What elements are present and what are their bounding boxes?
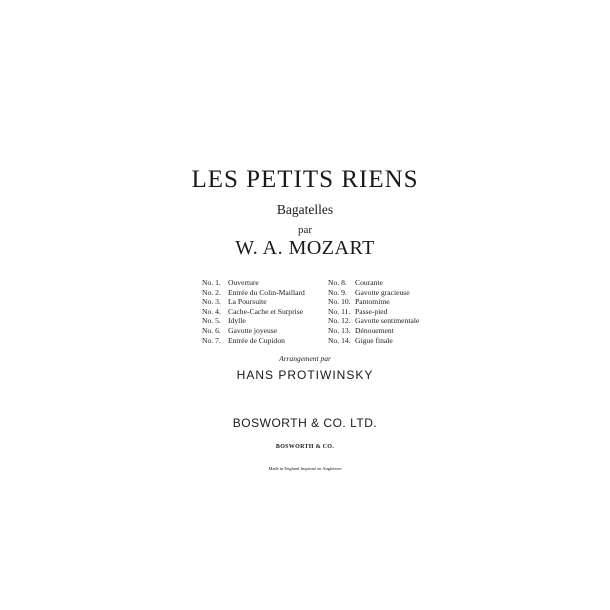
entry-number: No. 11. [328,306,351,316]
subtitle: Bagatelles [276,202,334,217]
entry-number: No. 9. [328,287,347,297]
arrangement-label: Arrangement par [279,354,331,363]
entry-number: No. 2. [202,287,221,297]
entry-number: No. 1. [202,278,221,287]
entry-number: No. 10. [328,297,351,307]
entry-number: No. 13. [328,325,351,335]
entry-title: Gavotte sentimentale [355,316,420,326]
contents-entry [202,316,305,326]
entry-title: Cache-Cache et Surprise [228,306,304,316]
arranger-name: HANS PROTIWINSKY [236,368,374,382]
entry-number: No. 14. [328,335,351,345]
entry-number: No. 7. [202,335,221,345]
entry-title: Entrée de Cupidon [228,335,285,345]
entry-title: Ouverture [228,278,259,287]
entry-number: No. 3. [202,297,221,307]
contents-entry [328,316,419,326]
entry-title: Passe-pied [355,306,388,316]
entry-title: Gavotte gracieuse [355,287,410,297]
contents-entry [328,336,419,346]
entry-title: Entrée du Colin-Maillard [228,287,305,297]
contents-entry [202,336,305,346]
entry-number: No. 12. [328,316,351,326]
entry-title: Pantomime [355,297,390,307]
contents-entry [328,297,419,307]
page-title: LES PETITS RIENS [191,166,419,193]
entry-number: No. 6. [202,325,221,335]
entry-title: Gigue finale [355,335,393,345]
entry-number: No. 5. [202,316,221,326]
contents-entry [202,307,305,317]
entry-number: No. 8. [328,278,347,287]
contents-entry [202,326,305,336]
contents-entry [328,326,419,336]
contents-right-column [328,278,419,345]
contents-entry [328,278,419,288]
entry-title: Courante [355,278,383,287]
contents-entry [328,307,419,317]
entry-title: Idylle [228,316,246,326]
publisher-name: BOSWORTH & CO. LTD. [232,416,378,430]
contents-entry [202,297,305,307]
by-label: par [297,224,313,236]
entry-number: No. 4. [202,306,221,316]
footer-note: Made in England Imprimé en Angleterre [268,466,342,471]
contents-entry [202,288,305,298]
contents-left-column [202,278,305,345]
publisher-imprint: BOSWORTH & CO. [275,444,335,450]
contents-entry [202,278,305,288]
contents-entry [328,288,419,298]
entry-title: Gavotte joyeuse [228,325,278,335]
composer-name: W. A. MOZART [235,237,375,259]
entry-title: La Poursuite [228,297,267,307]
entry-title: Dénouement [355,325,394,335]
